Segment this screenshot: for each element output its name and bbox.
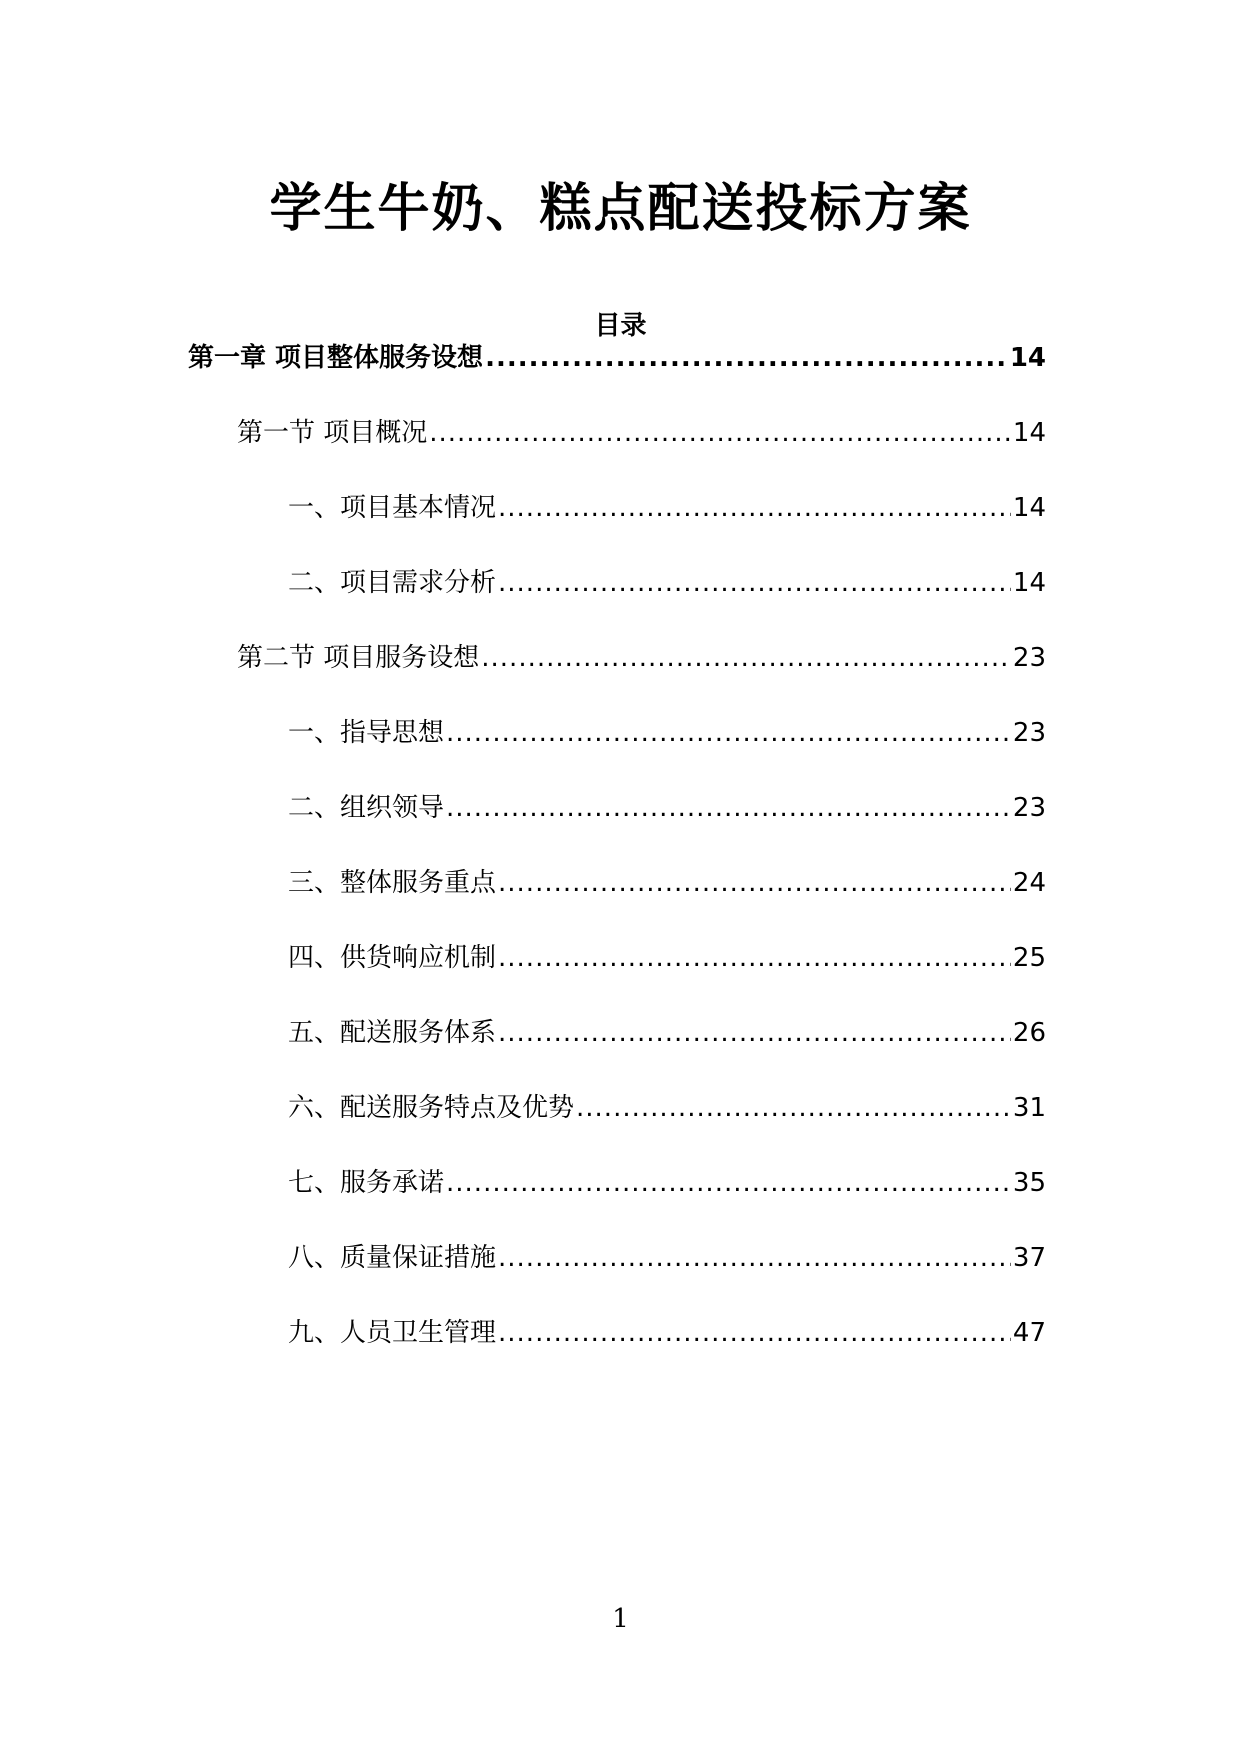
toc-entry-item[interactable] <box>288 715 1046 751</box>
toc-leader-dots <box>429 415 1011 451</box>
toc-entry-item[interactable] <box>288 865 1046 901</box>
toc-entry-page: 14 <box>1012 568 1046 598</box>
toc-entry-item[interactable] <box>288 565 1046 601</box>
toc-entry-label: 八、质量保证措施 <box>288 1243 497 1273</box>
toc-entry-page: 26 <box>1012 1018 1046 1048</box>
toc-entry-label: 五、配送服务体系 <box>288 1018 497 1048</box>
toc-entry-page: 37 <box>1012 1243 1046 1273</box>
toc-entry-chapter-1[interactable] <box>188 340 1046 376</box>
toc-entry-page: 35 <box>1012 1168 1046 1198</box>
toc-entry-label: 二、项目需求分析 <box>288 568 497 598</box>
toc-entry-item[interactable] <box>288 1015 1046 1051</box>
toc-entry-page: 23 <box>1012 793 1046 823</box>
toc-entry-page: 14 <box>1009 343 1046 373</box>
toc-leader-dots <box>446 1165 1011 1201</box>
toc-entry-label: 一、项目基本情况 <box>288 493 497 523</box>
toc-entry-item[interactable] <box>288 790 1046 826</box>
toc-entry-label: 六、配送服务特点及优势 <box>288 1093 575 1123</box>
toc-leader-dots <box>498 940 1011 976</box>
toc-entry-page: 23 <box>1012 718 1046 748</box>
toc-entry-page: 14 <box>1012 493 1046 523</box>
toc-entry-section-2[interactable] <box>237 640 1046 676</box>
toc-leader-dots <box>485 340 1008 376</box>
toc-entry-label: 二、组织领导 <box>288 793 445 823</box>
toc-entry-item[interactable] <box>288 1165 1046 1201</box>
toc-leader-dots <box>446 715 1011 751</box>
toc-leader-dots <box>498 490 1011 526</box>
toc-leader-dots <box>576 1090 1011 1126</box>
toc-leader-dots <box>498 865 1011 901</box>
toc-entry-page: 31 <box>1012 1093 1046 1123</box>
toc-entry-item[interactable] <box>288 490 1046 526</box>
toc-leader-dots <box>498 1315 1011 1351</box>
toc-leader-dots <box>481 640 1011 676</box>
toc-entry-label: 七、服务承诺 <box>288 1168 445 1198</box>
toc-entry-item[interactable] <box>288 940 1046 976</box>
toc-entry-section-1[interactable] <box>237 415 1046 451</box>
toc-entry-label: 第一节 项目概况 <box>237 418 428 448</box>
toc-entry-page: 24 <box>1012 868 1046 898</box>
toc-entry-label: 第一章 项目整体服务设想 <box>188 343 484 373</box>
toc-entry-item[interactable] <box>288 1315 1046 1351</box>
toc-leader-dots <box>498 565 1011 601</box>
toc-leader-dots <box>498 1240 1011 1276</box>
toc-entry-label: 九、人员卫生管理 <box>288 1318 497 1348</box>
toc-entry-label: 四、供货响应机制 <box>288 943 497 973</box>
toc-entry-item[interactable] <box>288 1090 1046 1126</box>
toc-leader-dots <box>446 790 1011 826</box>
toc-entry-page: 25 <box>1012 943 1046 973</box>
document-title: 学生牛奶、糕点配送投标方案 <box>269 179 972 239</box>
toc-leader-dots <box>498 1015 1011 1051</box>
toc-heading: 目录 <box>594 311 647 341</box>
toc-entry-page: 47 <box>1012 1318 1046 1348</box>
toc-entry-page: 23 <box>1012 643 1046 673</box>
toc-entry-label: 第二节 项目服务设想 <box>237 643 480 673</box>
toc-entry-label: 一、指导思想 <box>288 718 445 748</box>
toc-entry-item[interactable] <box>288 1240 1046 1276</box>
toc-entry-label: 三、整体服务重点 <box>288 868 497 898</box>
toc-entry-page: 14 <box>1012 418 1046 448</box>
page-number: 1 <box>612 1604 629 1634</box>
